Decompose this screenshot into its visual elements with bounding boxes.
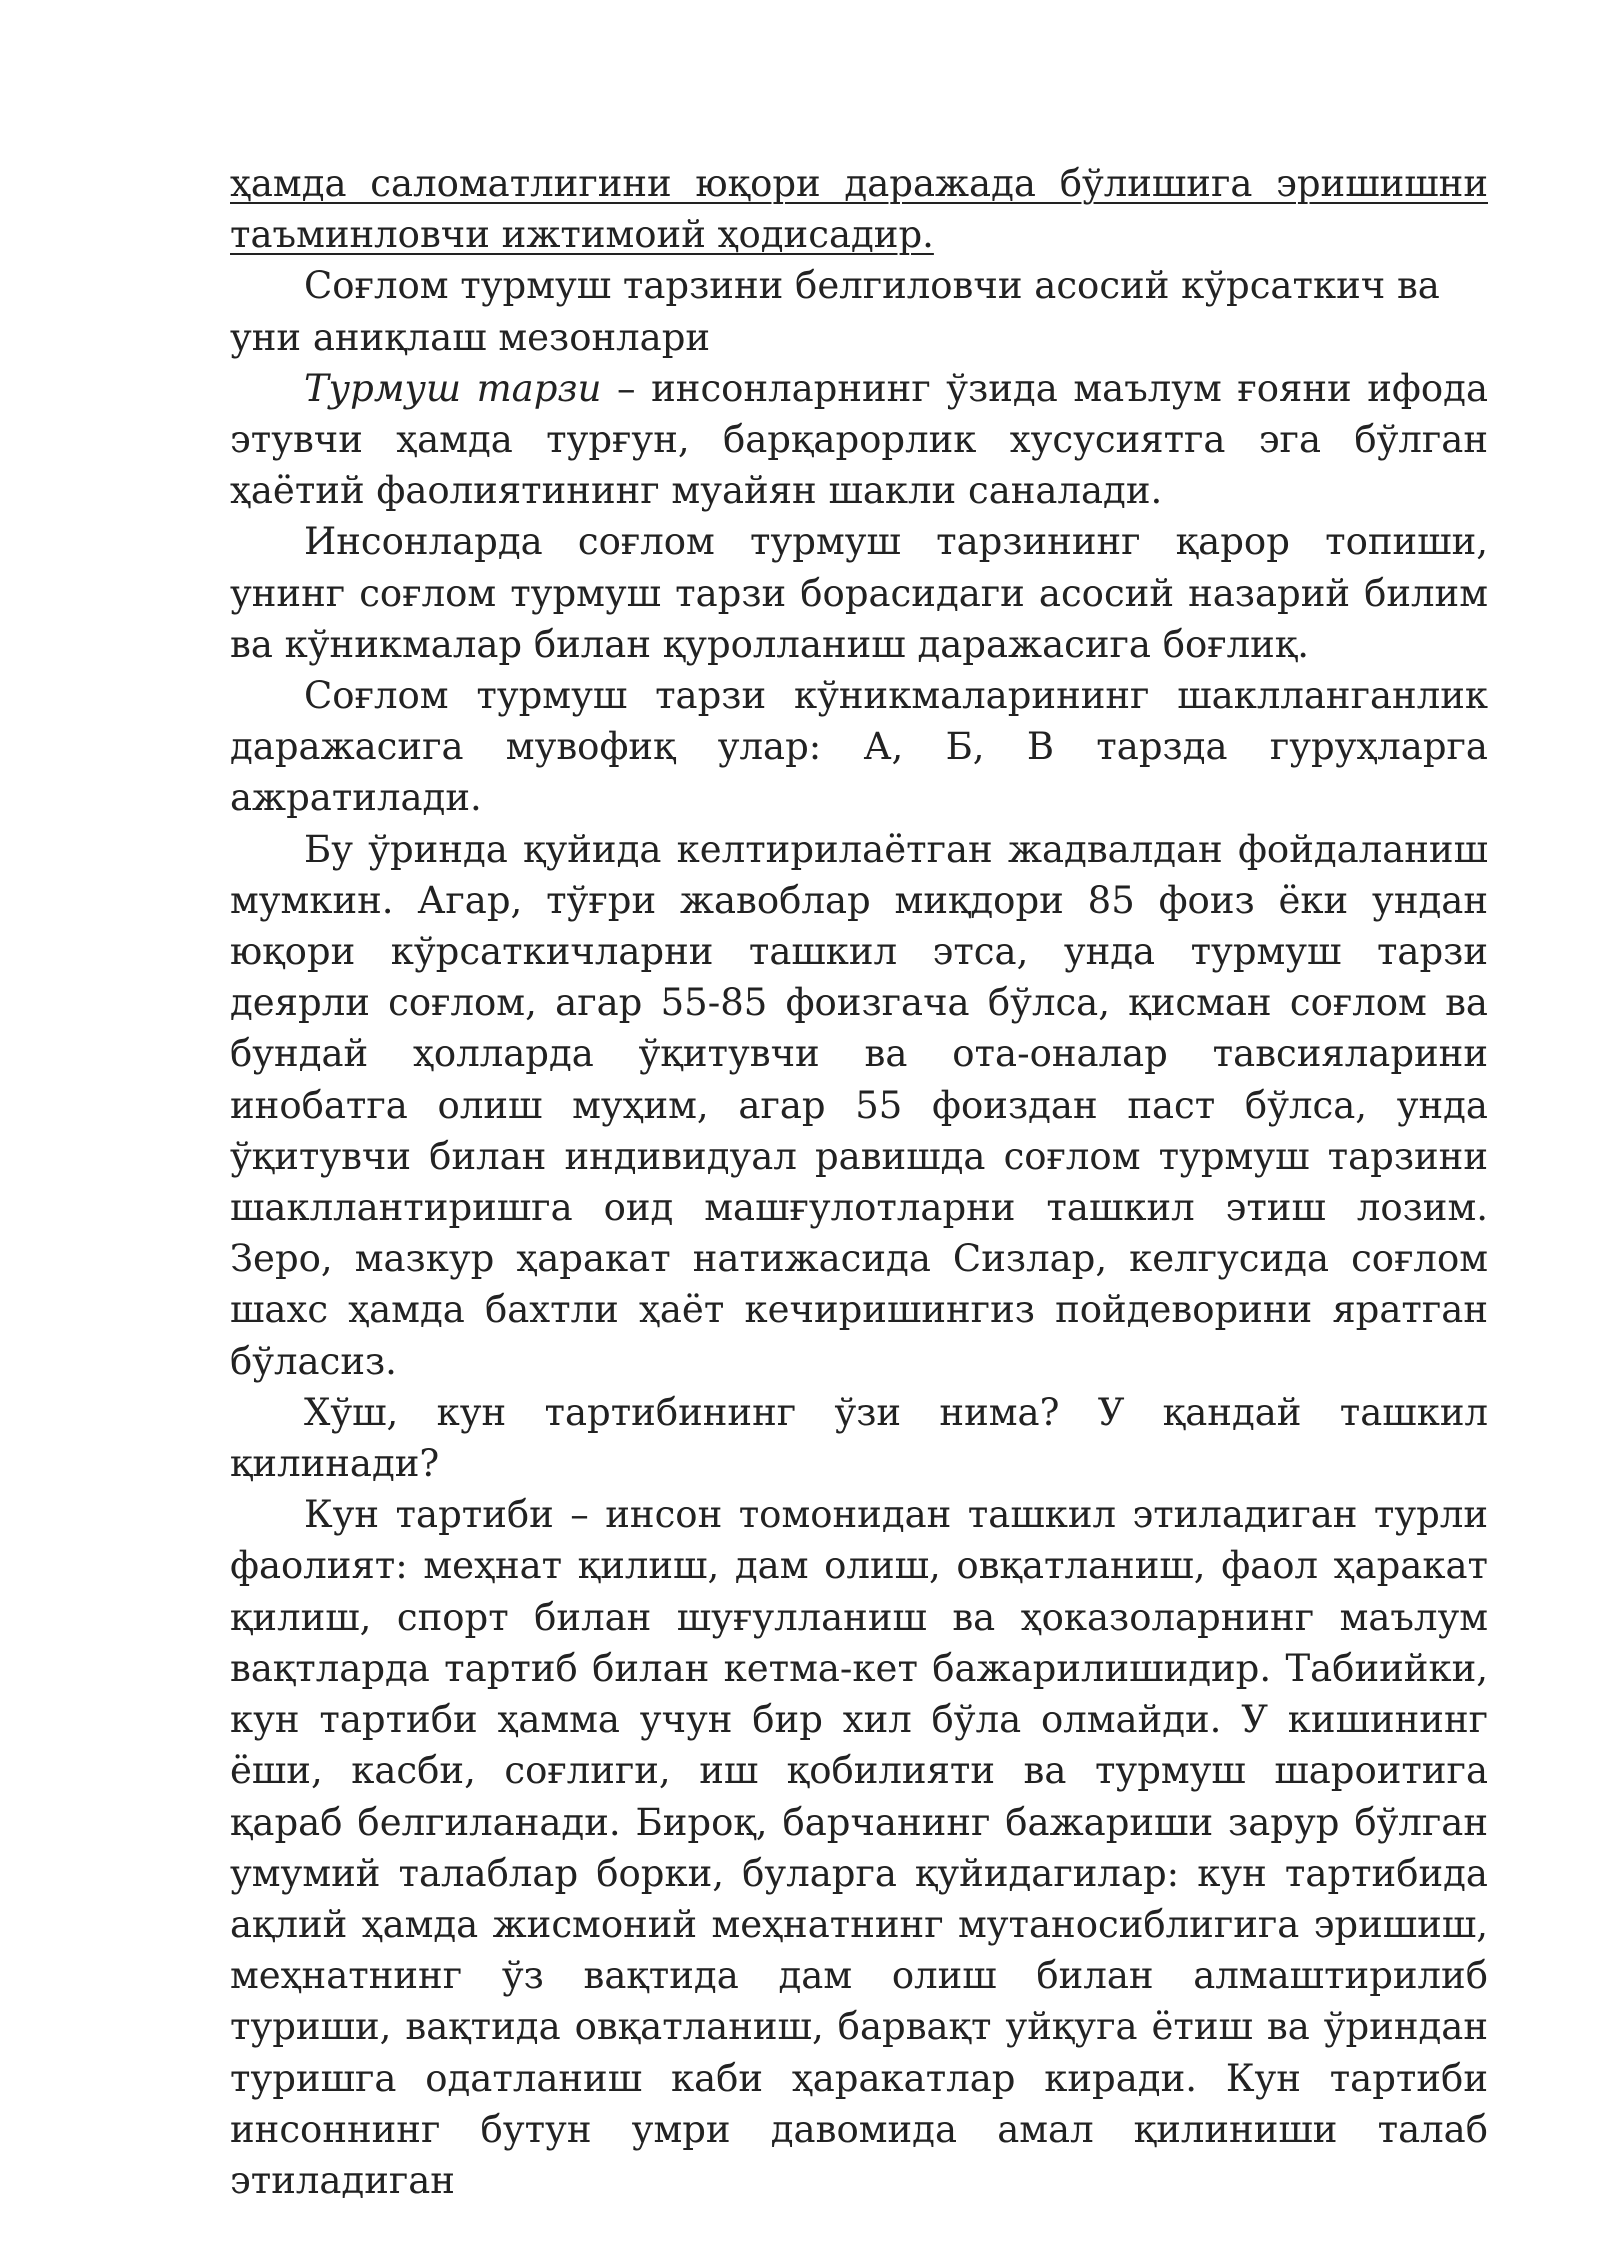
paragraph-lifestyle-definition [230,363,1488,517]
document-page [230,158,1488,2206]
section-heading [230,260,1488,362]
term-lifestyle: Турмуш тарзи [304,366,602,410]
section-heading-line-2: уни аниқлаш мезонлари [230,315,711,359]
paragraph-assessment: Бу ўринда қуйида келтирилаётган жадвалдан фойдаланиш мумкин. Агар, тўғри жавоблар миқдори 85 фоиз ёки ундан юқори кўрсаткичларни ташкил этса, унда турмуш тарзи деярли соғлом, агар 55-85 фоизгача бўлса, қисман соғлом ва бундай ҳолларда ўқитувчи ва ота-оналар тавсияларини инобатга олиш муҳим, агар 55 фоиздан паст бўлса, унда ўқитувчи билан индивидуал равишда соғлом турмуш тарзини шакллантиришга оид машғулотларни ташкил этиш лозим. Зеро, мазкур ҳаракат натижасида Сизлар, келгусида соғлом шахс ҳамда бахтли ҳаёт кечиришингиз пойдеворини яратган бўласиз. [230,827,1488,1383]
paragraph-skill-groups: Соғлом турмуш тарзи кўникмаларининг шаклланганлик даражасига мувофиқ улар: А, Б, В тарзда гуруҳларга ажратилади. [230,674,1488,820]
paragraph-question: Хўш, кун тартибининг ўзи нима? У қандай ташкил қилинади? [230,1390,1488,1486]
paragraph-intro-underlined: ҳамда саломатлигини юқори даражада бўлишига эришишни таъминловчи ижтимоий ҳодисадир. [230,162,1488,257]
paragraph-daily-routine: Кун тартиби – инсон томонидан ташкил этиладиган турли фаолият: меҳнат қилиш, дам олиш, овқатланиш, фаол ҳаракат қилиш, спорт билан шуғулланиш ва ҳоказоларнинг маълум вақтларда тартиб билан кетма-кет бажарилишидир. Табиийки, кун тартиби ҳамма учун бир хил бўла олмайди. У кишининг ёши, касби, соғлиги, иш қобилияти ва турмуш шароитига қараб белгиланади. Бироқ, барчанинг бажариши зарур бўлган умумий талаблар борки, буларга қуйидагилар: кун тартибида ақлий ҳамда жисмоний меҳнатнинг мутаносиблигига эришиш, меҳнатнинг ўз вақтида дам олиш билан алмаштирилиб туриши, вақтида овқатланиш, барвақт уйқуга ётиш ва ўриндан туришга одатланиш каби ҳаракатлар киради. Кун тартиби инсоннинг бутун умри давомида амал қилиниши талаб этиладиган [230,1493,1488,2202]
section-heading-line-1: Соғлом турмуш тарзини белгиловчи асосий кўрсаткич ва [304,264,1440,308]
paragraph-healthy-lifestyle: Инсонларда соғлом турмуш тарзининг қарор топиши, унинг соғлом турмуш тарзи борасидаги асосий назарий билим ва кўникмалар билан қуролланиш даражасига боғлиқ. [230,520,1488,666]
definition-text: – инсонларнинг ўзида маълум ғояни ифода этувчи ҳамда турғун, барқарорлик хусусиятга эга бўлган ҳаётий фаолиятининг муайян шакли саналади. [230,366,1489,513]
